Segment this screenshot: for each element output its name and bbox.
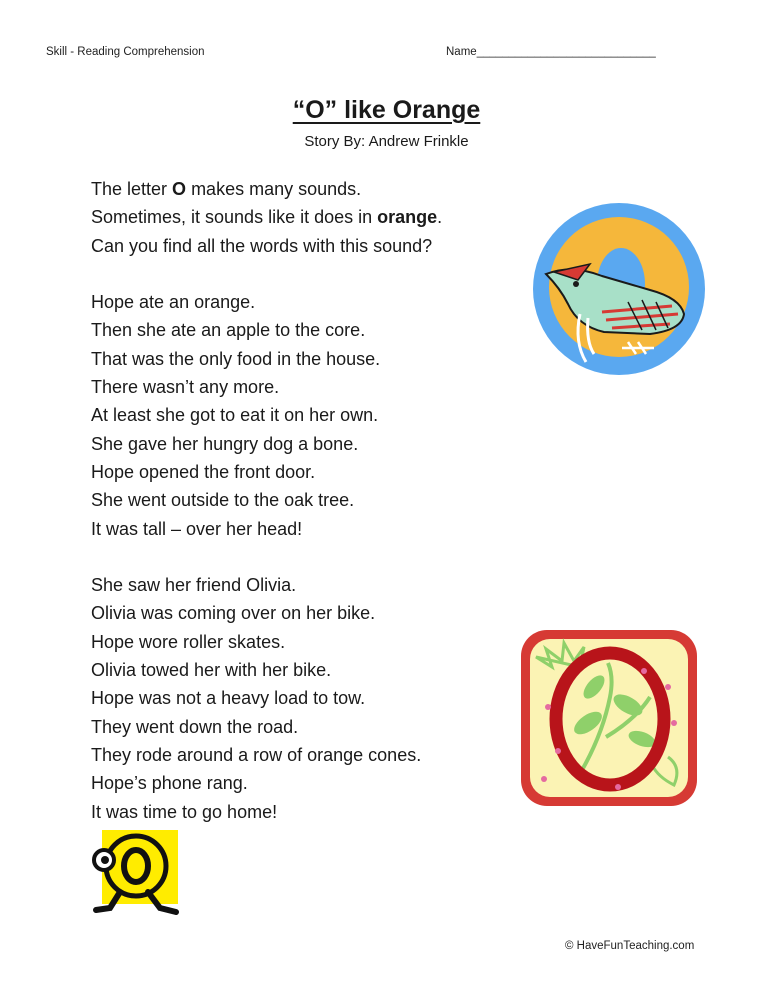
copyright-footer: © HaveFunTeaching.com: [565, 940, 695, 952]
story-line: That was the only food in the house.: [91, 348, 381, 369]
name-blank: ____________________________: [476, 46, 656, 58]
page-title: “O” like Orange: [292, 96, 481, 124]
story-line: Hope ate an orange.: [91, 292, 256, 313]
intro-line-1: The letter O makes many sounds.: [91, 179, 362, 199]
story-line: Hope’s phone rang.: [91, 773, 248, 794]
name-label: Name: [446, 46, 477, 58]
bold-word: orange: [377, 207, 438, 228]
letter-o-bird-clipart: [532, 202, 706, 376]
story-text: [91, 175, 442, 826]
story-line: They went down the road.: [91, 716, 299, 737]
story-line: Hope wore roller skates.: [91, 631, 286, 652]
story-line: She gave her hungry dog a bone.: [91, 433, 359, 454]
story-line: Then she ate an apple to the core.: [91, 320, 366, 341]
story-line: Hope was not a heavy load to tow.: [91, 688, 366, 709]
name-field: [446, 46, 656, 58]
bold-letter: O: [172, 179, 187, 199]
story-line: It was tall – over her head!: [91, 518, 303, 539]
story-line: Hope opened the front door.: [91, 461, 316, 482]
story-line: She saw her friend Olivia.: [91, 575, 297, 596]
story-line: At least she got to eat it on her own.: [91, 405, 379, 426]
story-line: They rode around a row of orange cones.: [91, 744, 422, 765]
story-line: Olivia was coming over on her bike.: [91, 603, 376, 624]
skill-label: Skill - Reading Comprehension: [46, 46, 205, 58]
story-line: It was time to go home!: [91, 801, 278, 822]
story-line: She went outside to the oak tree.: [91, 490, 355, 511]
letter-o-vine-clipart: [518, 627, 700, 809]
letter-o-character-clipart: [90, 826, 184, 922]
story-line: There wasn’t any more.: [91, 377, 280, 398]
story-line: Olivia towed her with her bike.: [91, 660, 332, 681]
story-byline: Story By: Andrew Frinkle: [304, 133, 469, 150]
intro-line-2: Sometimes, it sounds like it does in orange.: [91, 207, 443, 228]
intro-line-3: Can you find all the words with this sound?: [91, 235, 433, 256]
